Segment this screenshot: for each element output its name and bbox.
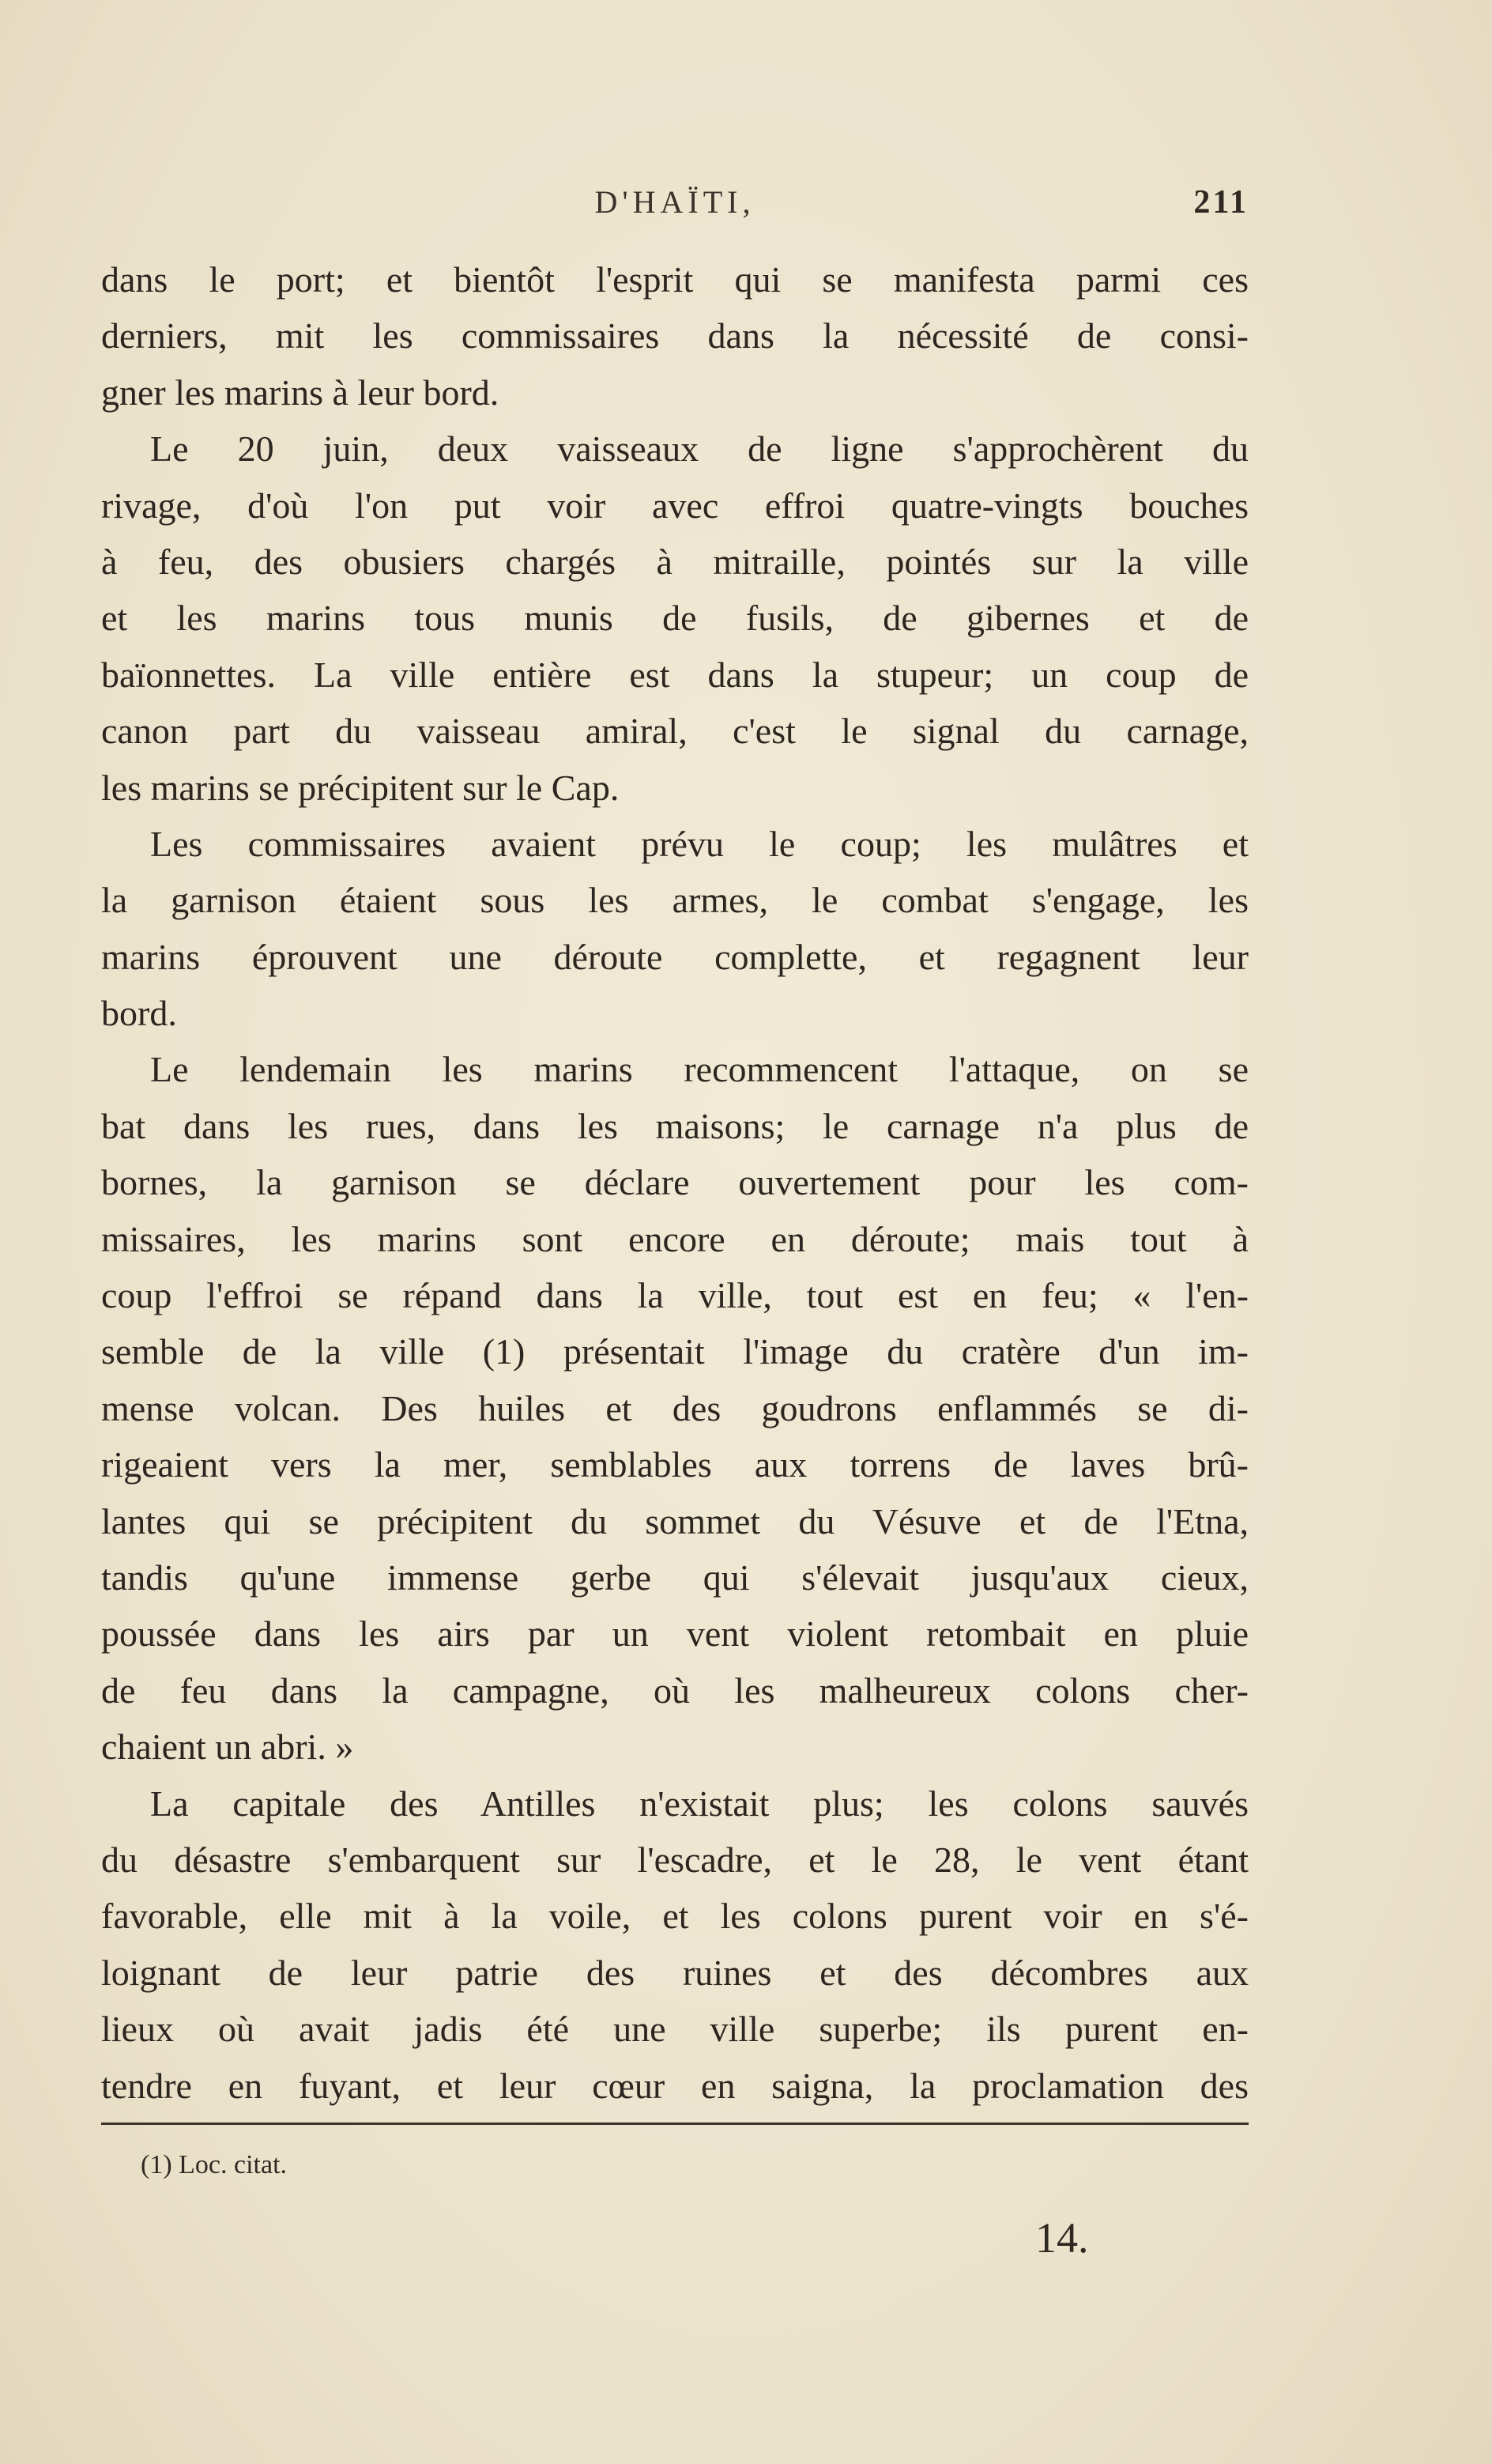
page-number: 211 <box>1193 184 1249 221</box>
text-line: les marins se précipitent sur le Cap. <box>101 767 620 808</box>
text-line: coup l'effroi se répand dans la ville, tout est en feu; « l'en- <box>101 1275 1249 1316</box>
text-line: du désastre s'embarquent sur l'escadre, et le 28, le vent étant <box>101 1839 1249 1880</box>
text-line: rigeaient vers la mer, semblables aux torrens de laves brû- <box>101 1444 1249 1485</box>
running-title: D'HAÏTI, <box>594 184 755 220</box>
footnote: (1) Loc. citat. <box>141 2150 288 2179</box>
text-line: et les marins tous munis de fusils, de gibernes et de <box>101 598 1249 639</box>
text-line: poussée dans les airs par un vent violent retombait en pluie <box>101 1613 1249 1655</box>
text-line: lieux où avait jadis été une ville superbe; ils purent en- <box>101 2009 1249 2050</box>
page-header <box>101 183 1249 231</box>
text-line: marins éprouvent une déroute complette, et regagnent leur <box>101 936 1249 977</box>
text-line: semble de la ville (1) présentait l'image du cratère d'un im- <box>101 1331 1249 1372</box>
text-line: chaient un abri. » <box>101 1726 354 1768</box>
text-line: bornes, la garnison se déclare ouvertement pour les com- <box>101 1162 1249 1203</box>
text-line: Le lendemain les marins recommencent l'attaque, on se <box>150 1049 1249 1090</box>
text-line: tandis qu'une immense gerbe qui s'élevait jusqu'aux cieux, <box>101 1557 1249 1598</box>
text-line: bat dans les rues, dans les maisons; le carnage n'a plus de <box>101 1105 1249 1146</box>
text-line: rivage, d'où l'on put voir avec effroi quatre-vingts bouches <box>101 485 1249 526</box>
text-line: baïonnettes. La ville entière est dans la stupeur; un coup de <box>101 654 1249 695</box>
text-line: mense volcan. Des huiles et des goudrons enflammés se di- <box>101 1387 1249 1428</box>
text-line: bord. <box>101 993 177 1034</box>
text-line: à feu, des obusiers chargés à mitraille, pointés sur la ville <box>101 541 1249 582</box>
text-line: La capitale des Antilles n'existait plus; les colons sauvés <box>150 1783 1249 1824</box>
text-line: Le 20 juin, deux vaisseaux de ligne s'approchèrent du <box>150 428 1249 470</box>
footnote-divider <box>101 2123 1249 2125</box>
text-line: gner les marins à leur bord. <box>101 372 499 413</box>
text-line: lantes qui se précipitent du sommet du Vésuve et de l'Etna, <box>101 1500 1249 1541</box>
text-line: canon part du vaisseau amiral, c'est le signal du carnage, <box>101 711 1249 752</box>
text-line: Les commissaires avaient prévu le coup; les mulâtres et <box>150 823 1249 864</box>
text-line: favorable, elle mit à la voile, et les colons purent voir en s'é- <box>101 1896 1249 1937</box>
text-line: derniers, mit les commissaires dans la nécessité de consi- <box>101 315 1249 357</box>
text-line: loignant de leur patrie des ruines et des décombres aux <box>101 1952 1249 1993</box>
signature-mark: 14. <box>1035 2214 1089 2262</box>
text-line: la garnison étaient sous les armes, le combat s'engage, les <box>101 880 1249 921</box>
text-line: tendre en fuyant, et leur cœur en saigna, la proclamation des <box>101 2065 1249 2106</box>
text-line: dans le port; et bientôt l'esprit qui se manifesta parmi ces <box>101 259 1249 300</box>
text-line: missaires, les marins sont encore en déroute; mais tout à <box>101 1218 1249 1259</box>
text-line: de feu dans la campagne, où les malheureux colons cher- <box>101 1670 1249 1711</box>
body-text <box>101 251 1249 2114</box>
